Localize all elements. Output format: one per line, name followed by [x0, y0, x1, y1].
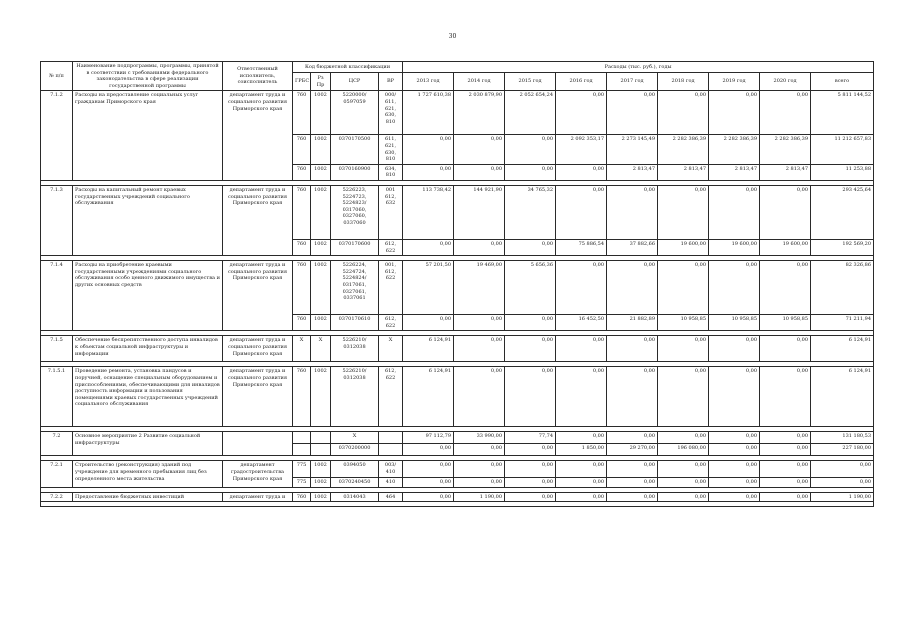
row-number: 7.1.5	[41, 336, 73, 362]
cell-value: 0,00	[505, 367, 556, 427]
row-number: 7.2.2	[41, 492, 73, 502]
header-vr: ВР	[379, 72, 403, 90]
row-name: Строительство (реконструкция) зданий под учреждение для временного пребывания лиц без определенного места жительства	[73, 461, 223, 487]
cell-value: 0,00	[403, 239, 454, 255]
cell-value: 0,00	[709, 185, 760, 239]
cell-value: 34 765,32	[505, 185, 556, 239]
cell-value: 0,00	[607, 367, 658, 427]
cell-value: 19 600,00	[709, 239, 760, 255]
cell-grbs: 760	[293, 492, 311, 502]
cell-value: 0,00	[658, 336, 709, 362]
cell-value: 0,00	[607, 336, 658, 362]
cell-value: 0,00	[760, 444, 811, 456]
cell-value: 0,00	[658, 367, 709, 427]
cell-rzpr	[311, 444, 331, 456]
cell-csr: 0314043	[331, 492, 379, 502]
row-number: 7.2.1	[41, 461, 73, 487]
cell-value: 37 882,66	[607, 239, 658, 255]
header-csr: ЦСР	[331, 72, 379, 90]
row-name: Расходы на приобретение краевыми государственными учреждениями социального обслуживания особо ценного движимого имущества и других основных средств	[73, 261, 223, 331]
cell-total: 227 180,00	[811, 444, 874, 456]
cell-value: 0,00	[658, 492, 709, 502]
cell-value: 6 124,91	[403, 367, 454, 427]
cell-value: 0,00	[403, 477, 454, 487]
table-row	[41, 91, 874, 135]
cell-value: 0,00	[760, 432, 811, 444]
cell-value: 57 201,50	[403, 261, 454, 315]
cell-value: 0,00	[556, 336, 607, 362]
cell-grbs: 760	[293, 261, 311, 315]
cell-value: 0,00	[556, 185, 607, 239]
header-expenses: Расходы (тыс. руб.), годы	[403, 62, 874, 73]
cell-value: 0,00	[403, 315, 454, 331]
cell-vr: 410	[379, 477, 403, 487]
cell-vr: 612, 622	[379, 367, 403, 427]
cell-csr: 0370170610	[331, 315, 379, 331]
cell-value: 0,00	[505, 461, 556, 477]
row-name: Предоставление бюджетных инвестиций	[73, 492, 223, 502]
cell-csr: 0394050	[331, 461, 379, 477]
separator-cell	[41, 502, 874, 507]
row-executor: департамент градостроительства Приморского края	[223, 461, 293, 487]
header-year-2013: 2013 год	[403, 72, 454, 90]
cell-value: 0,00	[505, 239, 556, 255]
cell-value: 0,00	[760, 185, 811, 239]
cell-value: 0,00	[607, 461, 658, 477]
table-row	[41, 461, 874, 477]
header-year-2016: 2016 год	[556, 72, 607, 90]
cell-rzpr: Х	[311, 336, 331, 362]
header-year-2018: 2018 год	[658, 72, 709, 90]
cell-value: 0,00	[556, 367, 607, 427]
cell-value: 2 282 386,39	[760, 135, 811, 164]
cell-value: 16 452,50	[556, 315, 607, 331]
cell-csr: 0370240450	[331, 477, 379, 487]
cell-value: 19 469,00	[454, 261, 505, 315]
cell-value: 2 092 353,17	[556, 135, 607, 164]
cell-value: 0,00	[505, 492, 556, 502]
cell-value: 0,00	[454, 135, 505, 164]
header-executor: Ответственный исполнитель, соисполнитель	[223, 62, 293, 91]
row-name: Расходы на предоставление социальных услуг гражданам Приморского края	[73, 91, 223, 181]
cell-csr: 5226223, 5224723, 5224823/ 0317060, 0327060, 0337060	[331, 185, 379, 239]
cell-rzpr: 1002	[311, 477, 331, 487]
cell-value: 0,00	[709, 367, 760, 427]
cell-value: 0,00	[658, 461, 709, 477]
cell-csr: 5220000/ 0597059	[331, 91, 379, 135]
header-year-2017: 2017 год	[607, 72, 658, 90]
cell-vr: 003/ 410	[379, 461, 403, 477]
table-body	[41, 91, 874, 507]
header-year-2015: 2015 год	[505, 72, 556, 90]
cell-value: 19 600,00	[658, 239, 709, 255]
cell-value: 0,00	[403, 135, 454, 164]
cell-value: 0,00	[556, 432, 607, 444]
budget-table	[40, 61, 874, 507]
cell-value: 113 738,42	[403, 185, 454, 239]
cell-value: 0,00	[760, 477, 811, 487]
cell-total: 5 811 144,52	[811, 91, 874, 135]
cell-value: 0,00	[658, 261, 709, 315]
cell-rzpr: 1002	[311, 239, 331, 255]
cell-rzpr: 1002	[311, 135, 331, 164]
cell-value: 97 112,79	[403, 432, 454, 444]
table-row	[41, 432, 874, 444]
cell-total: 11 253,88	[811, 164, 874, 180]
cell-value: 0,00	[607, 492, 658, 502]
cell-value: 0,00	[556, 91, 607, 135]
cell-value: 5 656,36	[505, 261, 556, 315]
cell-value: 0,00	[403, 444, 454, 456]
row-executor: департамент труда и социального развития Приморского края	[223, 367, 293, 427]
cell-rzpr: 1002	[311, 261, 331, 315]
row-name: Основное мероприятие 2 Развитие социальной инфраструктуры	[73, 432, 223, 456]
cell-value: 0,00	[454, 477, 505, 487]
cell-csr: 5226210/ 0312038	[331, 336, 379, 362]
cell-csr: 0370170500	[331, 135, 379, 164]
cell-rzpr: 1002	[311, 91, 331, 135]
cell-vr: 612, 622	[379, 239, 403, 255]
cell-grbs	[293, 432, 311, 444]
header-year-2019: 2019 год	[709, 72, 760, 90]
cell-grbs: 760	[293, 185, 311, 239]
cell-value: 0,00	[556, 477, 607, 487]
row-number: 7.1.4	[41, 261, 73, 331]
header-num: № п/п	[41, 62, 73, 91]
cell-vr: Х	[379, 336, 403, 362]
cell-value: 0,00	[505, 477, 556, 487]
cell-value: 75 886,54	[556, 239, 607, 255]
header-grbs: ГРБС	[293, 72, 311, 90]
cell-value: 2 282 386,39	[658, 135, 709, 164]
cell-vr	[379, 444, 403, 456]
cell-vr: 001 612, 632	[379, 185, 403, 239]
cell-value: 2 813,47	[607, 164, 658, 180]
cell-value: 0,00	[454, 336, 505, 362]
row-number: 7.1.3	[41, 185, 73, 255]
cell-value: 0,00	[709, 461, 760, 477]
cell-csr: 0370160900	[331, 164, 379, 180]
cell-vr: 464	[379, 492, 403, 502]
cell-value: 0,00	[709, 261, 760, 315]
cell-value: 0,00	[760, 461, 811, 477]
cell-value: 29 270,00	[607, 444, 658, 456]
cell-value: 21 882,89	[607, 315, 658, 331]
header-rzpr: Рз Пр	[311, 72, 331, 90]
cell-rzpr: 1002	[311, 367, 331, 427]
cell-value: 0,00	[709, 444, 760, 456]
table-row	[41, 261, 874, 315]
cell-vr: 634, 810	[379, 164, 403, 180]
cell-rzpr: 1002	[311, 315, 331, 331]
cell-value: 0,00	[454, 367, 505, 427]
cell-vr: 612, 622	[379, 315, 403, 331]
table-row	[41, 367, 874, 427]
cell-value: 0,00	[760, 261, 811, 315]
cell-value: 196 080,00	[658, 444, 709, 456]
cell-value: 0,00	[403, 164, 454, 180]
cell-value: 0,00	[760, 91, 811, 135]
cell-value: 144 921,90	[454, 185, 505, 239]
cell-rzpr: 1002	[311, 461, 331, 477]
cell-grbs: 760	[293, 367, 311, 427]
row-number: 7.2	[41, 432, 73, 456]
cell-value: 0,00	[403, 461, 454, 477]
row-executor	[223, 432, 293, 456]
cell-value: 1 190,00	[454, 492, 505, 502]
cell-grbs: 760	[293, 315, 311, 331]
cell-value: 0,00	[505, 336, 556, 362]
cell-value: 0,00	[505, 315, 556, 331]
page-number: 30	[448, 33, 457, 40]
row-executor: департамент труда и	[223, 492, 293, 502]
cell-total: 131 180,53	[811, 432, 874, 444]
cell-grbs: 760	[293, 239, 311, 255]
cell-value: 0,00	[658, 432, 709, 444]
cell-vr: 001, 612, 622	[379, 261, 403, 315]
cell-total: 0,00	[811, 477, 874, 487]
table-row	[41, 336, 874, 362]
row-executor: департамент труда и социального развития Приморского края	[223, 261, 293, 331]
cell-rzpr	[311, 432, 331, 444]
cell-value: 2 052 654,24	[505, 91, 556, 135]
cell-total: 11 212 657,83	[811, 135, 874, 164]
cell-rzpr: 1002	[311, 492, 331, 502]
cell-grbs: 760	[293, 164, 311, 180]
cell-value: 0,00	[607, 261, 658, 315]
cell-value: 2 813,47	[709, 164, 760, 180]
cell-value: 0,00	[403, 492, 454, 502]
cell-value: 0,00	[454, 461, 505, 477]
cell-value: 0,00	[607, 432, 658, 444]
row-separator	[41, 502, 874, 507]
table-row	[41, 185, 874, 239]
cell-value: 1 850,00	[556, 444, 607, 456]
cell-value: 0,00	[505, 444, 556, 456]
cell-vr: 611, 621, 630, 810	[379, 135, 403, 164]
cell-csr: Х	[331, 432, 379, 444]
cell-value: 0,00	[760, 336, 811, 362]
cell-value: 19 600,00	[760, 239, 811, 255]
cell-value: 10 958,85	[658, 315, 709, 331]
cell-value: 0,00	[760, 492, 811, 502]
cell-value: 0,00	[454, 164, 505, 180]
header-total: всего	[811, 72, 874, 90]
cell-grbs: 775	[293, 461, 311, 477]
header-name: Наименование подпрограммы, программы, принятой в соответствии с требованиями федерального законодательства в сфере реализации государственной программы	[73, 62, 223, 91]
cell-value: 1 727 610,38	[403, 91, 454, 135]
cell-value: 0,00	[760, 367, 811, 427]
cell-value: 10 958,85	[709, 315, 760, 331]
cell-value: 10 958,85	[760, 315, 811, 331]
cell-total: 82 326,86	[811, 261, 874, 315]
cell-value: 0,00	[709, 492, 760, 502]
cell-value: 77,74	[505, 432, 556, 444]
cell-vr	[379, 432, 403, 444]
cell-vr: 000/ 611, 621, 630, 810	[379, 91, 403, 135]
cell-value: 0,00	[556, 164, 607, 180]
cell-value: 0,00	[607, 91, 658, 135]
cell-total: 6 124,91	[811, 367, 874, 427]
row-executor: департамент труда и социального развития Приморского края	[223, 91, 293, 181]
cell-grbs: 760	[293, 91, 311, 135]
cell-value: 2 813,47	[658, 164, 709, 180]
header-year-2020: 2020 год	[760, 72, 811, 90]
cell-grbs	[293, 444, 311, 456]
row-name: Расходы на капитальный ремонт краевых государственных учреждений социального обслуживания	[73, 185, 223, 255]
cell-csr: 0370200000	[331, 444, 379, 456]
table-row	[41, 492, 874, 502]
cell-grbs: 775	[293, 477, 311, 487]
cell-value: 0,00	[709, 91, 760, 135]
cell-value: 2 030 879,90	[454, 91, 505, 135]
cell-value: 0,00	[454, 239, 505, 255]
cell-value: 0,00	[505, 164, 556, 180]
cell-total: 0,00	[811, 461, 874, 477]
cell-value: 2 273 145,49	[607, 135, 658, 164]
cell-value: 0,00	[556, 461, 607, 477]
cell-total: 192 569,20	[811, 239, 874, 255]
cell-csr: 5226224, 5224724, 5224824/ 0317061, 0327061, 0337061	[331, 261, 379, 315]
cell-value: 0,00	[505, 135, 556, 164]
header-year-2014: 2014 год	[454, 72, 505, 90]
cell-csr: 5226210/ 0312038	[331, 367, 379, 427]
cell-grbs: Х	[293, 336, 311, 362]
header-budget-code: Код бюджетной классификации	[293, 62, 403, 73]
cell-csr: 0370170600	[331, 239, 379, 255]
cell-value: 0,00	[556, 492, 607, 502]
cell-value: 0,00	[556, 261, 607, 315]
cell-rzpr: 1002	[311, 164, 331, 180]
row-name: Проведение ремонта, установка пандусов и поручней, оснащение специальным оборудованием и приспособлениями, обеспечивающими для инвалидов доступность информации и пользования помещениями краевых государственных учреждений социального обслуживания	[73, 367, 223, 427]
cell-total: 71 211,94	[811, 315, 874, 331]
row-name: Обеспечение беспрепятственного доступа инвалидов к объектам социальной инфраструктуры и информации	[73, 336, 223, 362]
cell-value: 0,00	[709, 336, 760, 362]
row-number: 7.1.2	[41, 91, 73, 181]
cell-total: 1 190,00	[811, 492, 874, 502]
cell-grbs: 760	[293, 135, 311, 164]
cell-value: 0,00	[607, 185, 658, 239]
cell-value: 6 124,91	[403, 336, 454, 362]
row-number: 7.1.5.1	[41, 367, 73, 427]
cell-value: 0,00	[709, 477, 760, 487]
cell-total: 293 425,64	[811, 185, 874, 239]
row-executor: департамент труда и социального развития Приморского края	[223, 336, 293, 362]
cell-value: 2 282 386,39	[709, 135, 760, 164]
cell-value: 0,00	[658, 185, 709, 239]
cell-value: 0,00	[658, 477, 709, 487]
cell-value: 0,00	[709, 432, 760, 444]
cell-value: 0,00	[658, 91, 709, 135]
cell-value: 0,00	[454, 444, 505, 456]
row-executor: департамент труда и социального развития Приморского края	[223, 185, 293, 255]
cell-value: 0,00	[607, 477, 658, 487]
cell-total: 6 124,91	[811, 336, 874, 362]
cell-rzpr: 1002	[311, 185, 331, 239]
cell-value: 2 813,47	[760, 164, 811, 180]
cell-value: 0,00	[454, 315, 505, 331]
cell-value: 33 990,00	[454, 432, 505, 444]
